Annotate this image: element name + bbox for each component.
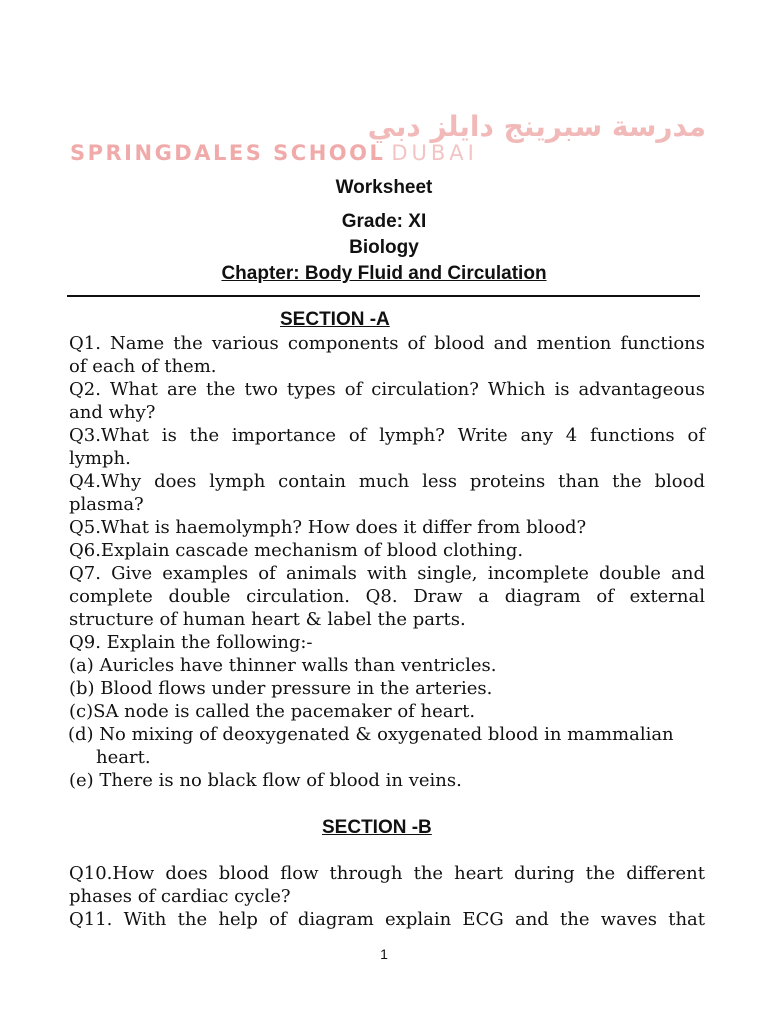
section-a-heading: SECTION -A — [280, 309, 390, 330]
question-line: Q1. Name the various components of blood and mention functions — [69, 333, 705, 354]
logo-school-name: SPRINGDALES SCHOOL — [70, 141, 386, 165]
explain-item: (b) Blood flows under pressure in the arteries. — [69, 678, 493, 699]
question-line: Q7. Give examples of animals with single, incomplete double and — [69, 563, 705, 584]
header-divider — [67, 295, 700, 297]
explain-item: heart. — [96, 747, 151, 768]
chapter-title: Chapter: Body Fluid and Circulation — [221, 263, 547, 284]
grade-label: Grade: XI — [341, 211, 427, 232]
logo-city: DUBAI — [391, 141, 478, 165]
question-line: Q4.Why does lymph contain much less proteins than the blood — [69, 471, 705, 492]
question-line: Q10.How does blood flow through the heart during the different — [69, 863, 705, 884]
subject-label: Biology — [349, 237, 419, 258]
explain-item: (e) There is no black flow of blood in veins. — [69, 770, 462, 791]
question-line: Q5.What is haemolymph? How does it differ from blood? — [69, 517, 587, 538]
page-number: 1 — [380, 946, 388, 962]
explain-item: (c)SA node is called the pacemaker of heart. — [69, 701, 476, 722]
question-line: and why? — [69, 402, 156, 423]
question-line: lymph. — [69, 448, 131, 469]
question-line: of each of them. — [69, 356, 217, 377]
question-line: Q3.What is the importance of lymph? Write any 4 functions of — [69, 425, 705, 446]
question-line: Q9. Explain the following:- — [69, 632, 313, 653]
question-line: Q2. What are the two types of circulation? Which is advantageous — [69, 379, 705, 400]
worksheet-title: Worksheet — [335, 177, 433, 198]
explain-item: (a) Auricles have thinner walls than ventricles. — [69, 655, 497, 676]
school-logo — [70, 112, 710, 164]
section-b-questions — [69, 862, 705, 931]
logo-arabic-text: مدرسة سبرينج دايلز دبي — [367, 110, 706, 143]
question-line: structure of human heart & label the parts. — [69, 609, 466, 630]
question-line: plasma? — [69, 494, 144, 515]
question-line: Q11. With the help of diagram explain ECG and the waves that — [69, 909, 705, 930]
section-b-heading: SECTION -B — [322, 817, 432, 838]
logo-latin-text — [70, 142, 710, 164]
question-line: Q6.Explain cascade mechanism of blood clothing. — [69, 540, 524, 561]
section-a-questions — [69, 332, 705, 792]
question-line: complete double circulation. Q8. Draw a diagram of external — [69, 586, 705, 607]
explain-item: (d) No mixing of deoxygenated & oxygenated blood in mammalian — [68, 724, 674, 745]
question-line: phases of cardiac cycle? — [69, 886, 291, 907]
